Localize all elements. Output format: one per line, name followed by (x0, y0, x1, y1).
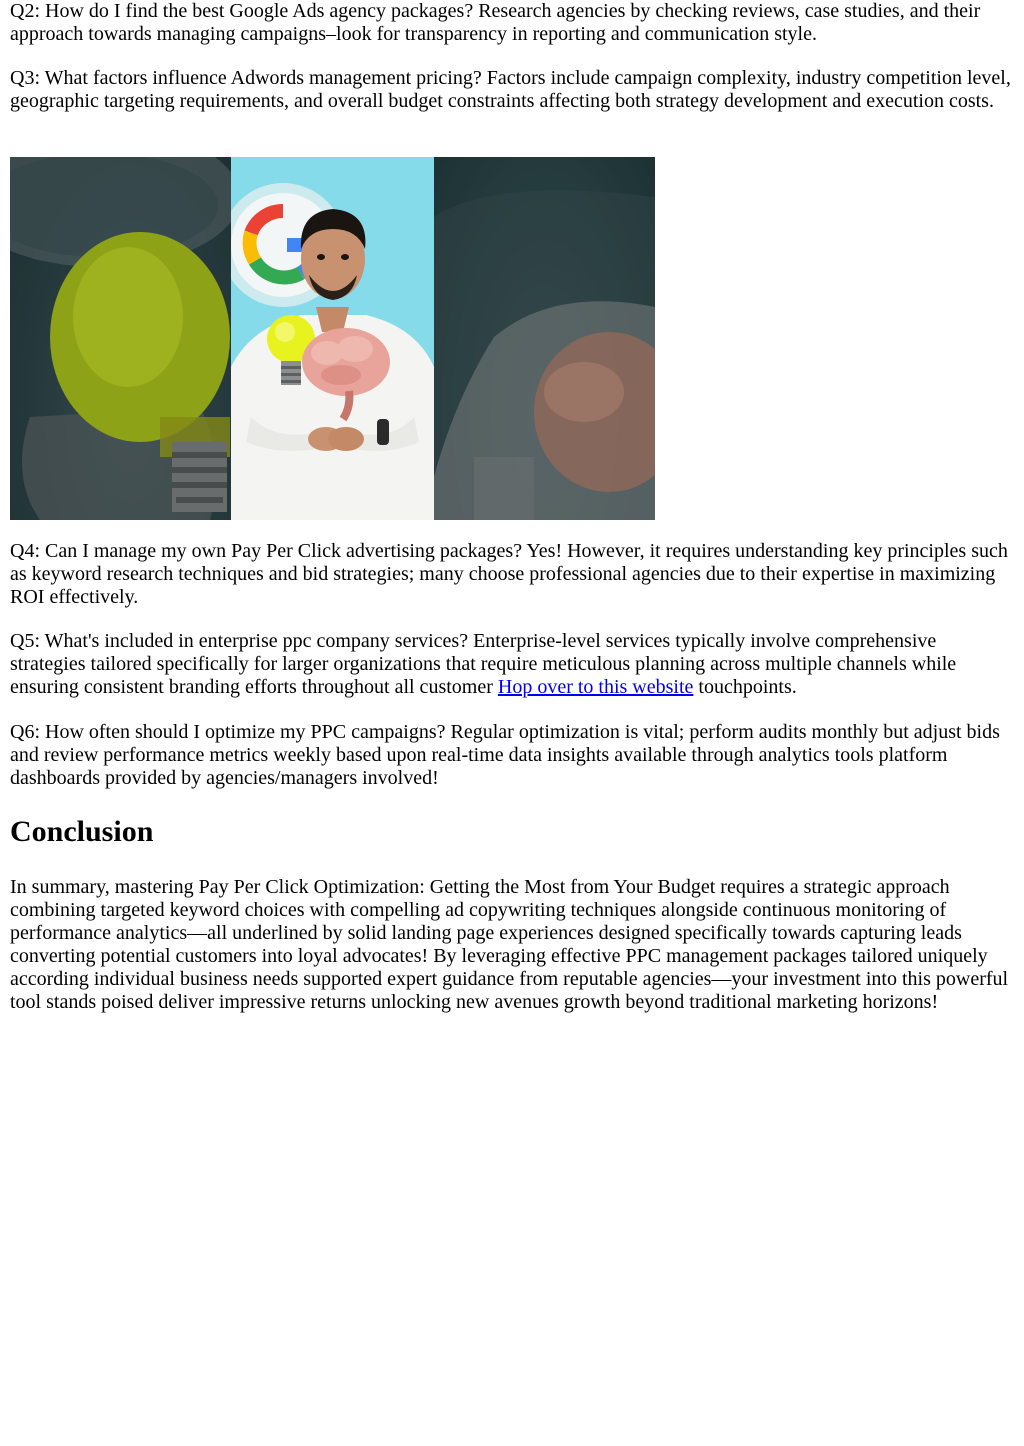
thumbnail-left-backdrop (10, 157, 231, 520)
hop-over-website-link[interactable]: Hop over to this website (497, 676, 694, 698)
thumbnail-center-panel (231, 157, 434, 520)
presenter-scene (231, 157, 434, 520)
conclusion-paragraph: In summary, mastering Pay Per Click Optimization: Getting the Most from Your Budget requires a strategic approach combining targeted keyword choices with compelling ad copywriting techniques alongside continuous monitoring of performance analytics—all underlined by solid landing page experiences designed specifically towards capturing leads converting potential customers into loyal advocates! By leveraging effective PPC management packages tailored uniquely according individual business needs supported expert guidance from reputable agencies—your investment into this powerful tool stands poised deliver impressive returns unlocking new avenues growth beyond traditional marketing horizons! (10, 876, 1009, 1013)
conclusion-heading: Conclusion (10, 815, 154, 848)
faq-q3-paragraph: Q3: What factors influence Adwords management pricing? Factors include campaign complexity, industry competition level, geographic targeting requirements, and overall budget constraints affecting both strategy development and execution costs. (10, 67, 1011, 112)
faq-q5-text: Q5: What's included in enterprise ppc company services? Enterprise-level services typically involve comprehensive strategies tailored specifically for larger organizations that require meticulous planning across multiple channels while ensuring consistent branding efforts throughout all customer (10, 630, 957, 698)
faq-q5-paragraph (10, 630, 1014, 699)
faq-q4-paragraph: Q4: Can I manage my own Pay Per Click advertising packages? Yes! However, it requires understanding key principles such as keyword research techniques and bid strategies; many choose professional agencies due to their expertise in maximizing ROI effectively. (10, 540, 1008, 608)
faq-q5-text-end: touchpoints. (693, 676, 797, 698)
faq-q2-paragraph: Q2: How do I find the best Google Ads agency packages? Research agencies by checking reviews, case studies, and their approach towards managing campaigns–look for transparency in reporting and communication style. (10, 0, 981, 45)
thumbnail-right-backdrop (434, 157, 655, 520)
blurred-presenter-image (434, 157, 655, 520)
article-video-thumbnail[interactable] (10, 157, 655, 520)
faq-q6-paragraph: Q6: How often should I optimize my PPC campaigns? Regular optimization is vital; perform audits monthly but adjust bids and review performance metrics weekly based upon real-time data insights available through analytics tools platform dashboards provided by agencies/managers involved! (10, 721, 1000, 789)
blurred-lightbulb-icon (10, 157, 231, 520)
